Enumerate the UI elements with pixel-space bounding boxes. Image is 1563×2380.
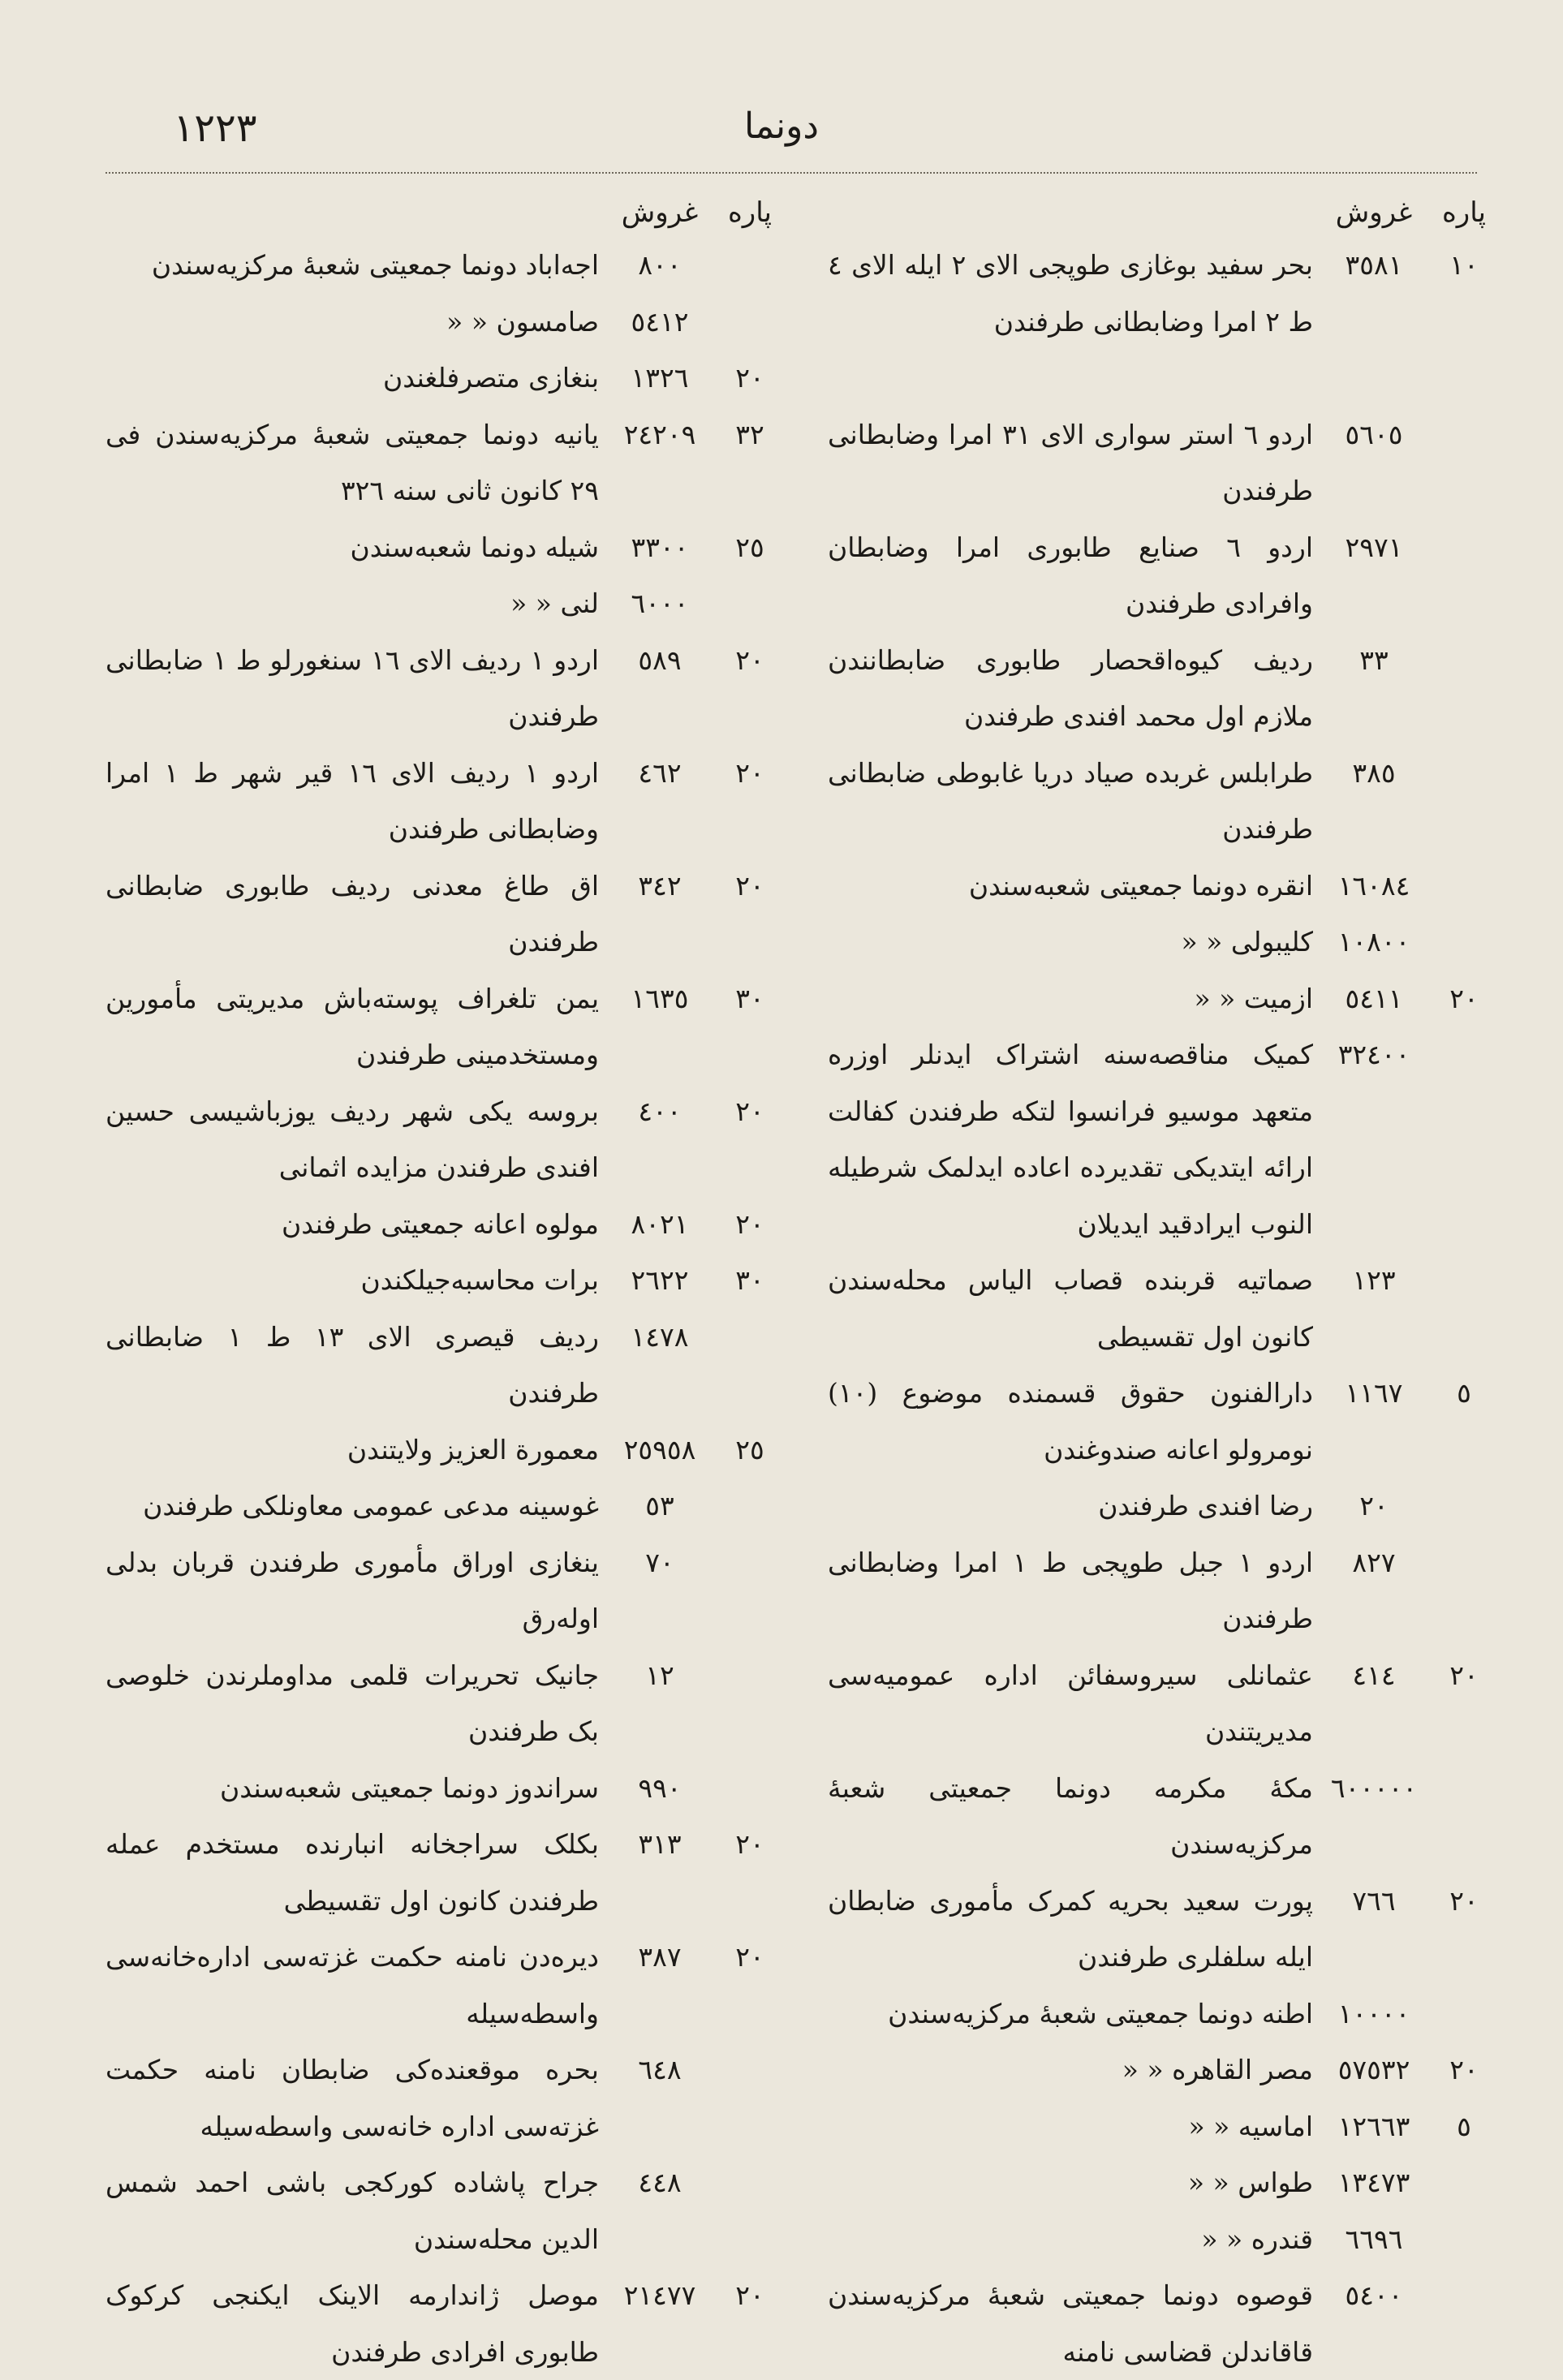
entry-description: کلیبولی « «	[1181, 926, 1313, 958]
para-amount: ٣٠	[735, 982, 764, 1014]
para-amount: ٢٥	[735, 1433, 764, 1465]
ledger-entry	[828, 407, 1493, 519]
ledger-entry	[828, 1252, 1493, 1365]
entry-description: بروسه یکی شهر ردیف یوزباشیسی حسین افندی طرفندن مزایده اثمانی	[105, 1095, 599, 1183]
ledger-rows	[105, 237, 779, 2380]
para-amount: ٣٠	[735, 1264, 764, 1296]
ghurush-amount: ٥٨٩	[638, 643, 682, 676]
ledger-entry	[828, 1873, 1493, 1986]
ledger-entry	[105, 632, 779, 745]
ledger-entry	[105, 1252, 779, 1309]
entry-description: موصل ژاندارمه الاینک ایکنجی کرکوک طابوری افرادی طرفندن	[105, 2279, 599, 2368]
ghurush-amount: ٥٤٠٠	[1345, 2279, 1403, 2311]
entry-description: طرابلس غربده صیاد دریا غابوطی ضابطانی طرفندن	[828, 756, 1313, 845]
entry-description: قندره « «	[1201, 2223, 1313, 2255]
entry-description: اجه‌اباد دونما جمعیتی شعبهٔ مرکزیه‌سندن	[151, 249, 599, 281]
ghurush-amount: ١٠٠٠٠	[1337, 1997, 1410, 2029]
ghurush-amount: ٥٤١٢	[631, 305, 689, 338]
ghurush-amount: ١٦٣٥	[631, 982, 689, 1014]
para-amount: ٢٠	[1449, 982, 1479, 1014]
ledger-entry	[828, 237, 1493, 407]
ghurush-amount: ٩٩٠	[638, 1771, 682, 1804]
ledger-entry	[828, 519, 1493, 632]
ledger-entry	[105, 971, 779, 1083]
ghurush-amount: ١٤٧٨	[631, 1320, 689, 1353]
ledger-entry	[828, 632, 1493, 745]
ledger-entry	[828, 2267, 1493, 2380]
ghurush-amount: ٥٦٠٥	[1345, 418, 1403, 450]
ledger-entry	[105, 1534, 779, 1647]
entry-description: انقره دونما جمعیتی شعبه‌سندن	[968, 869, 1313, 902]
ledger-entry	[105, 1478, 779, 1534]
entry-description: قوصوه دونما جمعیتی شعبهٔ مرکزیه‌سندن قاقاندلن قضاسی نامنه	[828, 2279, 1313, 2368]
ledger-column-left	[105, 188, 779, 2380]
ledger-entry	[105, 745, 779, 858]
entry-description: دارالفنون حقوق قسمنده موضوع (١٠) نومرولو اعانه صندوغندن	[828, 1377, 1313, 1465]
entry-description: برات محاسبه‌جیلکندن	[360, 1264, 599, 1296]
entry-description: یانیه دونما جمعیتی شعبهٔ مرکزیه‌سندن فی ٢٩ کانون ثانی سنه ٣٢٦	[105, 418, 599, 506]
column-header	[828, 188, 1493, 237]
entry-description: اق طاغ معدنی ردیف طابوری ضابطانی طرفندن	[105, 869, 599, 958]
entry-description: اردو ١ ردیف الای ١٦ سنغورلو ط ١ ضابطانی طرفندن	[105, 643, 599, 732]
ledger-entry	[105, 1309, 779, 1422]
ledger-entry	[105, 1422, 779, 1478]
entry-description: ازمیت « «	[1194, 982, 1313, 1014]
column-header	[105, 188, 779, 237]
ghurush-amount: ١٢٣	[1352, 1264, 1396, 1296]
para-amount: ٢٠	[1449, 1659, 1479, 1691]
para-amount: ٥	[1457, 1377, 1471, 1409]
ledger-entry	[828, 2098, 1493, 2155]
ghurush-amount: ٥٧٥٣٢	[1337, 2054, 1410, 2085]
entry-description: جانیک تحریرات قلمی مداوملرندن خلوصی بک طرفندن	[105, 1659, 599, 1747]
ghurush-amount: ١٠٨٠٠	[1337, 926, 1410, 958]
ledger-entry	[828, 1647, 1493, 1760]
ghurush-amount: ٢٠	[1359, 1490, 1389, 1521]
entry-description: غوسینه مدعی عمومی معاونلکی طرفندن	[143, 1490, 599, 1521]
ghurush-amount: ٢٩٧١	[1345, 531, 1403, 563]
ledger-entry	[828, 1760, 1493, 1873]
ghurush-amount: ٣٣٠٠	[631, 531, 689, 563]
ledger-entry	[828, 2211, 1493, 2268]
ghurush-amount: ٤٤٨	[638, 2167, 682, 2198]
para-amount: ٢٠	[735, 869, 764, 902]
ghurush-amount: ٣٢٤٠٠	[1337, 1039, 1410, 1070]
ledger-entry	[828, 745, 1493, 858]
ledger-entry	[105, 294, 779, 351]
ghurush-amount: ٣٨٥	[1352, 756, 1396, 789]
entry-description: اردو ١ جبل طوپجی ط ١ امرا وضابطانی طرفندن	[828, 1546, 1313, 1634]
ledger-entry	[828, 1026, 1493, 1252]
ghurush-amount: ١٦٠٨٤	[1337, 869, 1410, 902]
para-header: پاره	[1441, 196, 1487, 229]
ledger-entry	[105, 1929, 779, 2042]
ghurush-amount: ٧٠	[645, 1546, 674, 1578]
ghurush-amount: ٨٠٠	[638, 249, 682, 281]
para-amount: ٢٠	[1449, 1884, 1479, 1917]
entry-description: یمن تلغراف پوسته‌باش مدیریتی مأمورین ومستخدمینی طرفندن	[105, 982, 599, 1070]
ghurush-amount: ٥٤١١	[1345, 982, 1403, 1014]
entry-description: پورت سعید بحریه کمرک مأموری ضابطان ایله سلفلری طرفندن	[828, 1884, 1313, 1973]
entry-description: لنی « «	[510, 587, 599, 619]
entry-description: طواس « «	[1187, 2167, 1313, 2198]
ledger-entry	[105, 575, 779, 632]
ledger-entry	[105, 1196, 779, 1253]
entry-description: رضا افندی طرفندن	[1098, 1490, 1313, 1521]
ledger-entry	[105, 237, 779, 294]
ledger-entry	[828, 971, 1493, 1027]
ledger-entry	[105, 1647, 779, 1760]
ledger-entry	[105, 519, 779, 576]
ledger-entry	[105, 350, 779, 407]
ledger-entry	[105, 2042, 779, 2154]
ghurush-amount: ٢١٤٧٧	[623, 2279, 696, 2311]
ghurush-amount: ٣٥٨١	[1345, 249, 1403, 281]
para-amount: ٢٠	[735, 1828, 764, 1860]
ledger-entry	[105, 1083, 779, 1196]
ledger-entry	[828, 858, 1493, 915]
entry-description: ینغازی اوراق مأموری طرفندن قربان بدلی اوله‌رق	[105, 1546, 599, 1634]
entry-description: کمیک مناقصه‌سنه اشتراک ایدنلر اوزره متعهد موسیو فرانسوا لتکه طرفندن کفالت ارائه ایتدیکی تقدیرده اعاده ایدلمک شرطیله النوب ایرادقید ایدیلان	[828, 1039, 1313, 1240]
entry-description: دیره‌دن نامنه حکمت غزته‌سی اداره‌خانه‌سی واسطه‌سیله	[105, 1941, 599, 2029]
entry-description: بحره موقعنده‌کی ضابطان نامنه حکمت غزته‌سی اداره خانه‌سی واسطه‌سیله	[105, 2054, 599, 2142]
ghurush-amount: ٣١٣	[638, 1828, 682, 1860]
para-amount: ٢٠	[735, 2279, 764, 2311]
entry-description: مصر القاهره « «	[1122, 2054, 1313, 2085]
ledger-rows	[828, 237, 1493, 2380]
ghurush-amount: ٣٨٧	[638, 1941, 682, 1973]
ghurush-amount: ٧٦٦	[1352, 1884, 1396, 1917]
entry-description: بحر سفید بوغازی طوپجی الای ٢ ایله الای ٤ ط ٢ امرا وضابطانی طرفندن	[828, 249, 1313, 338]
entry-description: اطنه دونما جمعیتی شعبهٔ مرکزیه‌سندن	[888, 1997, 1313, 2029]
page-title: دونما	[744, 105, 819, 147]
ghurush-amount: ١٢٦٦٣	[1337, 2110, 1410, 2142]
para-amount: ٢٠	[735, 362, 764, 394]
entry-description: عثمانلی سیروسفائن اداره عمومیه‌سی مدیریتندن	[828, 1659, 1313, 1747]
ghurush-amount: ٦٤٨	[638, 2054, 682, 2085]
ghurush-amount: ٦٦٩٦	[1345, 2223, 1403, 2255]
entry-description: اردو ٦ استر سواری الای ٣١ امرا وضابطانی طرفندن	[828, 418, 1313, 506]
ghurush-amount: ٤١٤	[1352, 1659, 1396, 1691]
entry-description: مکهٔ مکرمه دونما جمعیتی شعبهٔ مرکزیه‌سندن	[828, 1771, 1313, 1860]
ghurush-amount: ٥٣	[645, 1490, 674, 1521]
ghurush-header: غروش	[621, 196, 699, 229]
para-amount: ٣٢	[735, 418, 764, 450]
ghurush-amount: ١١٦٧	[1345, 1377, 1403, 1409]
ledger-entry	[105, 407, 779, 519]
para-amount: ٢٠	[1449, 2054, 1479, 2085]
para-amount: ٢٠	[735, 643, 764, 676]
entry-description: ردیف کیوه‌اقحصار طابوری ضابطانندن ملازم اول محمد افندی طرفندن	[828, 643, 1313, 732]
entry-description: شیله دونما شعبه‌سندن	[350, 531, 599, 563]
ledger-entry	[828, 1478, 1493, 1534]
ghurush-amount: ٨٠٢١	[631, 1207, 689, 1240]
ghurush-amount: ٦٠٠٠	[631, 587, 689, 619]
ledger-entry	[828, 2042, 1493, 2098]
ghurush-amount: ٢٥٩٥٨	[623, 1433, 696, 1465]
entry-description: جراح پاشاده کورکجی باشی احمد شمس الدین محله‌سندن	[105, 2167, 599, 2255]
para-amount: ١٠	[1449, 249, 1479, 281]
entry-description: صماتیه قربنده قصاب الیاس محله‌سندن کانون اول تقسیطی	[828, 1264, 1313, 1353]
ledger-entry	[105, 858, 779, 971]
entry-description: ردیف قیصری الای ١٣ ط ١ ضابطانی طرفندن	[105, 1320, 599, 1409]
entry-description: بنغازی متصرفلغندن	[383, 362, 599, 394]
ledger-entry	[828, 2154, 1493, 2211]
para-amount: ٢٠	[735, 1941, 764, 1973]
ghurush-amount: ٢٦٢٢	[631, 1264, 689, 1296]
ghurush-amount: ١٣٢٦	[631, 362, 689, 394]
entry-description: مولوه اعانه جمعیتی طرفندن	[282, 1207, 599, 1240]
entry-description: اردو ١ ردیف الای ١٦ قیر شهر ط ١ امرا وضابطانی طرفندن	[105, 756, 599, 845]
ledger-entry	[105, 2267, 779, 2380]
para-amount: ٢٠	[735, 756, 764, 789]
entry-description: صامسون « «	[446, 305, 599, 338]
ghurush-amount: ٦٠٠٠٠٠	[1330, 1771, 1418, 1804]
ghurush-amount: ٤٠٠	[638, 1095, 682, 1127]
ghurush-amount: ٣٤٢	[638, 869, 682, 902]
entry-description: اماسیه « «	[1188, 2110, 1313, 2142]
para-header: پاره	[727, 196, 773, 229]
ghurush-header: غروش	[1335, 196, 1413, 229]
page-number: ۱۲۲۳	[173, 105, 257, 151]
ghurush-amount: ٨٢٧	[1352, 1546, 1396, 1578]
ledger-entry	[105, 1760, 779, 1817]
ledger-entry	[828, 1986, 1493, 2042]
entry-description: اردو ٦ صنایع طابوری امرا وضابطان وافرادی طرفندن	[828, 531, 1313, 619]
header-divider	[105, 172, 1477, 174]
ledger-entry	[828, 914, 1493, 971]
ghurush-amount: ٣٣	[1359, 643, 1389, 676]
entry-description: معمورة العزیز ولایتندن	[347, 1433, 599, 1465]
para-amount: ٥	[1457, 2110, 1471, 2142]
entry-description: سراندوز دونما جمعیتی شعبه‌سندن	[219, 1771, 599, 1804]
ghurush-amount: ١٢	[645, 1659, 674, 1691]
ghurush-amount: ٤٦٢	[638, 756, 682, 789]
para-amount: ٢٠	[735, 1207, 764, 1240]
ledger-entry	[105, 1816, 779, 1929]
ledger-entry	[828, 1534, 1493, 1647]
ledger-entry	[828, 1365, 1493, 1478]
ghurush-amount: ٢٤٢٠٩	[623, 418, 696, 450]
ghurush-amount: ١٣٤٧٣	[1337, 2167, 1410, 2198]
para-amount: ٢٠	[735, 1095, 764, 1127]
entry-description: بکلک سراجخانه انبارنده مستخدم عمله طرفندن کانون اول تقسیطی	[105, 1828, 599, 1917]
ledger-entry	[105, 2154, 779, 2267]
ledger-column-right	[828, 188, 1493, 2380]
para-amount: ٢٥	[735, 531, 764, 563]
